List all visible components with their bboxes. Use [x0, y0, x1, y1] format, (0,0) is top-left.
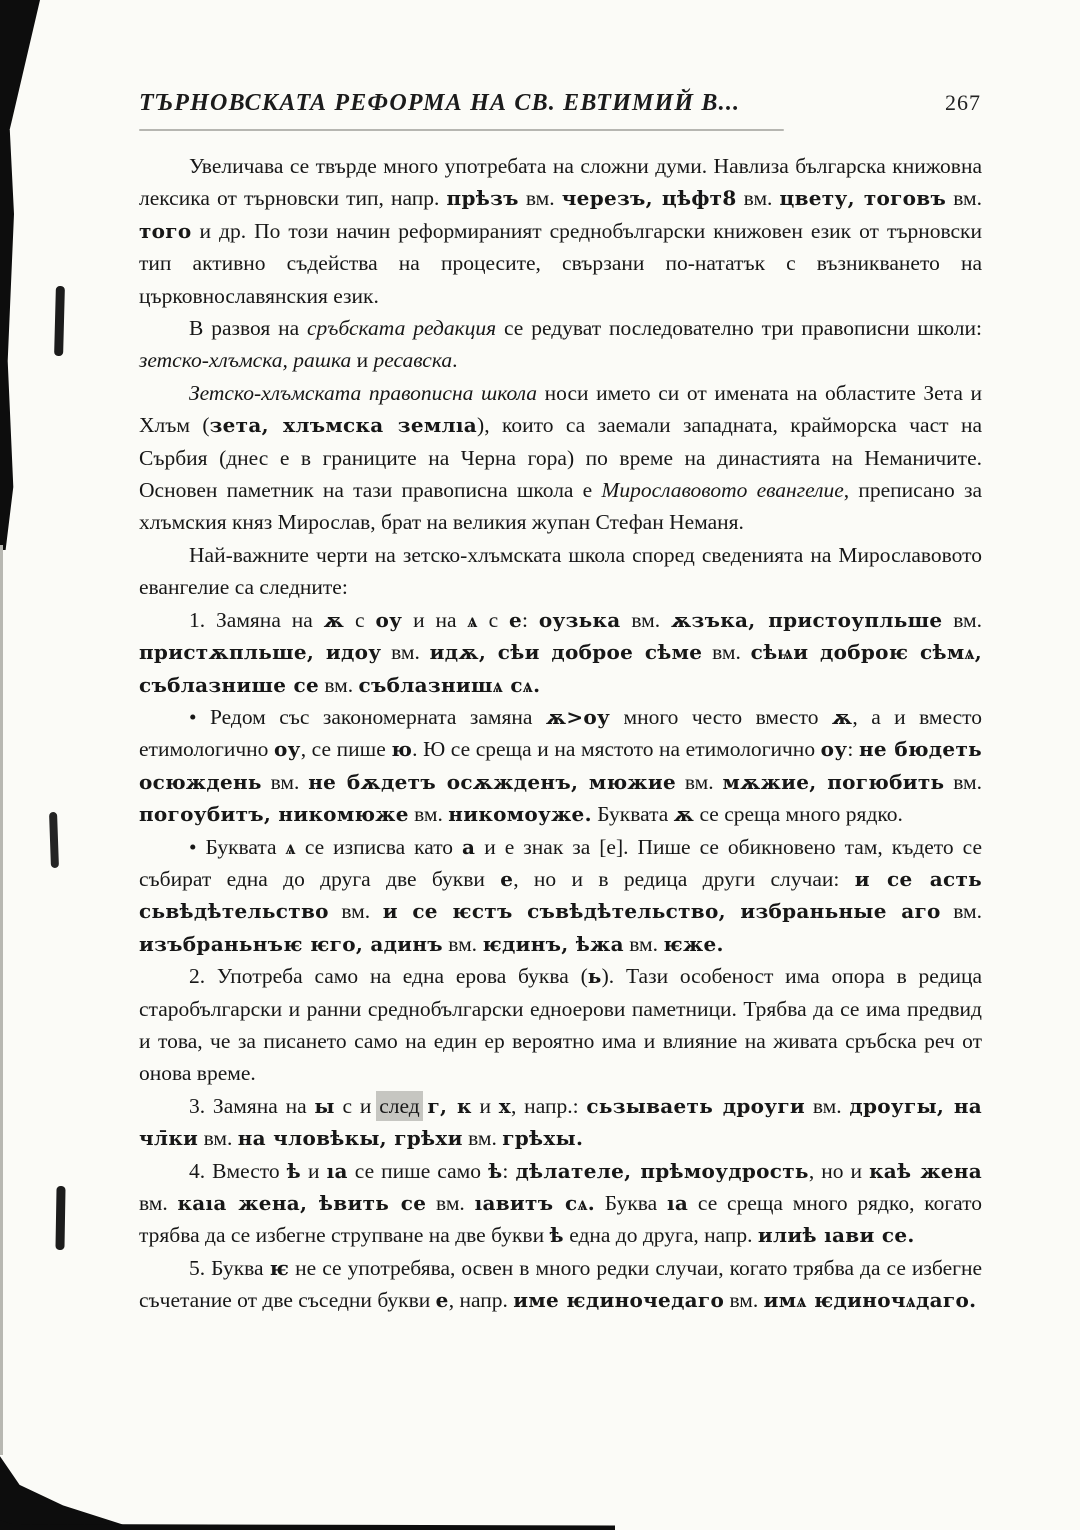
body-text-segment: вм. — [623, 931, 664, 956]
old-slavonic-text: а — [462, 834, 476, 859]
old-slavonic-text: никомоуже. — [448, 802, 592, 827]
old-slavonic-text: мѫжие, погюбить — [722, 769, 945, 794]
old-slavonic-text: имѧ ѥдиночѧдаго. — [763, 1288, 977, 1313]
body-text-segment: 3. Замяна на — [189, 1093, 315, 1118]
paragraph — [139, 1090, 982, 1155]
body-text-segment: В развоя на — [189, 316, 307, 341]
old-slavonic-text: сѣѩи доброѥ сѣмѧ, съблазнише се — [139, 640, 983, 697]
body-text-segment: и — [301, 1158, 327, 1183]
old-slavonic-text: цвету, тоговъ — [779, 186, 947, 211]
body-text-segment: вм. — [319, 672, 359, 697]
body-text-segment: , напр. — [448, 1288, 514, 1313]
old-slavonic-text: погоубитъ, никомюже — [139, 802, 409, 827]
old-slavonic-text: дроугы, на чл̄ки — [139, 1093, 983, 1151]
scan-artifact-mark — [49, 812, 59, 868]
italic-term: Мирославовото евангелие — [601, 478, 844, 503]
old-slavonic-text: черезъ, цѣфт8 — [561, 186, 737, 211]
body-text-segment: се изписва като — [295, 834, 463, 859]
paragraph — [139, 960, 982, 1090]
body-text-segment: , напр.: — [511, 1093, 587, 1118]
old-slavonic-text: е — [509, 607, 523, 632]
body-text-segment: 5. Буква — [189, 1255, 270, 1280]
old-slavonic-text: ы — [314, 1093, 335, 1118]
body-text-segment: вм. — [139, 1191, 178, 1215]
paragraph — [139, 150, 982, 312]
old-slavonic-text: зета, хлъмска землıа — [209, 413, 478, 438]
old-slavonic-text: оу — [273, 737, 301, 762]
body-text-segment: вм. — [408, 802, 449, 827]
paragraph — [139, 539, 982, 604]
body-text-segment: вм. — [676, 769, 723, 794]
body-text-segment: с — [477, 607, 510, 632]
body-text-segment: Увеличава се твърде много употребата на сложни думи. Навлиза българска книжовна лексика от търновски тип, напр. — [139, 154, 982, 211]
old-slavonic-text: грѣхы. — [502, 1126, 584, 1151]
paragraph — [139, 377, 982, 539]
running-title: ТЪРНОВСКАТА РЕФОРМА НА СВ. ЕВТИМИЙ В... — [139, 90, 741, 116]
old-slavonic-text: съблазнишѧ сѧ. — [358, 672, 541, 697]
paragraph — [139, 1252, 982, 1317]
old-slavonic-text: ѥдинъ, ѣжа — [482, 931, 624, 956]
body-text-segment: и др. По този начин реформираният среднобългарски книжовен език от търновски тип активно съдейства на процесите, свързани по-нататък с възникването на църковнославянския език. — [139, 218, 982, 308]
body-text-segment: вм. — [381, 640, 430, 665]
body-text-segment: и — [351, 348, 374, 373]
body-text-segment: и — [471, 1093, 499, 1118]
body-text-segment: Буквата — [591, 802, 674, 827]
paragraph — [139, 701, 982, 831]
old-slavonic-text: ѫ — [323, 607, 345, 632]
body-text-segment: вм. — [805, 1093, 850, 1118]
old-slavonic-text: прѣзъ — [446, 186, 519, 211]
body-text-segment: , но и — [808, 1158, 870, 1183]
body-text-segment: вм. — [702, 640, 751, 665]
body-text-segment: вм. — [944, 769, 982, 794]
old-slavonic-text: ѫ — [673, 802, 695, 827]
body-text-segment: се среща много рядко, когато трябва да се избегне струпване на две букви — [139, 1191, 982, 1248]
old-slavonic-text: того — [139, 218, 192, 243]
body-text-segment: вм. — [620, 607, 672, 632]
body-text-segment: се пише само — [347, 1158, 489, 1183]
body-text-segment: • Буквата — [189, 834, 286, 859]
running-head — [139, 90, 981, 117]
body-text-segment: 2. Употреба само на една ерова буква ( — [189, 964, 588, 989]
body-text-segment: и на — [402, 607, 468, 632]
body-text-segment: ). Тази особеност има опора в редица старобългарски и ранни среднобългарски едноерови паметници. Трябва да се има предвид и това, че за писането само на един ер вероятно има и влияние на живата сръбска реч от онова време. — [139, 964, 983, 1086]
body-text-segment: вм. — [261, 769, 309, 794]
body-text-segment: : — [522, 607, 539, 632]
body-text-segment: вм. — [442, 931, 483, 956]
old-slavonic-text: г, к — [427, 1093, 472, 1118]
old-slavonic-text: ѥже. — [663, 931, 724, 956]
body-text-segment: ), които са заемали западната, крайморска част на Сърбия (днес е в границите на Черна гора) по време на династията на Неманичите. Основен паметник на тази правописна школа е — [139, 413, 983, 503]
body-text-segment: , се пише — [300, 737, 392, 762]
old-slavonic-text: не бѫдетъ осѫжденъ, мюжие — [308, 769, 676, 794]
body-text-segment: , а и вместо етимологично — [139, 704, 982, 762]
scan-artifact-mark — [55, 1186, 65, 1250]
body-text-segment: с — [344, 607, 376, 632]
body-text-segment: . Ю се среща и на мястото на етимологично — [412, 737, 821, 762]
old-slavonic-text: ю — [391, 737, 413, 762]
body-text-segment: вм. — [736, 186, 780, 211]
scan-artifact-top-left-wedge — [0, 0, 40, 150]
old-slavonic-text: ѧ — [467, 607, 478, 632]
old-slavonic-text: ѫ>оу — [545, 704, 611, 729]
body-text-segment: вм. — [518, 186, 562, 211]
smudged-text: след — [379, 1093, 420, 1118]
body-text-segment: вм. — [942, 607, 983, 632]
italic-term: ресавска — [373, 348, 453, 373]
body-text-segment: • Редом със закономерната замяна — [189, 704, 546, 729]
body-text-segment: Буква — [595, 1191, 667, 1215]
body-text-segment: 4. Вместо — [189, 1158, 287, 1183]
body-text-segment: вм. — [198, 1126, 238, 1151]
old-slavonic-text: име ѥдиночедаго — [513, 1288, 725, 1313]
old-slavonic-text: илиѣ ıави се. — [757, 1223, 915, 1248]
body-text-segment: една до друга, напр. — [563, 1223, 758, 1248]
old-slavonic-text: ѧ — [285, 834, 296, 859]
old-slavonic-text: ѫзъка, пристоупльше — [671, 607, 943, 632]
body-text-segment: носи името си от имената на областите Зета и Хлъм ( — [139, 380, 982, 438]
old-slavonic-text: каѣ жена — [869, 1158, 983, 1183]
body-text-segment: , но и в редица други случаи: — [513, 866, 855, 891]
body-text-segment: с и — [334, 1093, 380, 1118]
old-slavonic-text: е — [500, 866, 514, 891]
body-text-segment: . — [452, 348, 458, 373]
scan-artifact-mark — [54, 286, 65, 356]
old-slavonic-text: х — [498, 1093, 512, 1118]
old-slavonic-text: и се асть сьвѣдѣтельство — [139, 866, 982, 924]
body-text-segment: и е знак за [е]. Пише се обикновено там, където се събират една до друга две букви — [139, 834, 982, 891]
old-slavonic-text: сьзываеть дроуги — [586, 1093, 806, 1118]
body-text-segment: вм. — [328, 899, 383, 924]
body-text-segment: се среща много рядко. — [694, 802, 903, 827]
body-text-segment: вм. — [426, 1191, 475, 1215]
old-slavonic-text: ıа — [326, 1158, 348, 1183]
italic-term: зетско-хлъмска, рашка — [139, 348, 352, 373]
paragraph — [139, 1155, 982, 1252]
body-text-segment: 1. Замяна на — [189, 607, 324, 632]
italic-term: Зетско-хлъмската правописна школа — [189, 380, 538, 405]
old-slavonic-text: дѣлателе, прѣмоудрость — [515, 1158, 809, 1183]
old-slavonic-text: изъбраньнъѥ ѥго, адинъ — [139, 931, 443, 956]
old-slavonic-text: оу — [820, 737, 848, 762]
old-slavonic-text: ѥ — [269, 1255, 290, 1280]
old-slavonic-text: ѫ — [831, 704, 853, 729]
body-text-segment: , преписано за хлъмския княз Мирослав, брат на великия жупан Стефан Неманя. — [139, 478, 982, 535]
scan-artifact-left-edge — [0, 130, 14, 550]
italic-term: сръбската редакция — [307, 316, 497, 341]
scan-artifact-left-hairline — [0, 545, 3, 1455]
old-slavonic-text: оузька — [538, 607, 621, 632]
body-text-segment: се редуват последователно три правописни школи: — [496, 316, 982, 341]
body-text-segment: : — [502, 1158, 516, 1183]
page-number: 267 — [945, 90, 981, 115]
old-slavonic-text: ѣ — [286, 1158, 301, 1183]
body-text-segment: вм. — [946, 186, 982, 211]
body-text-segment: вм. — [724, 1288, 764, 1313]
old-slavonic-text: на чловѣкы, грѣхи — [237, 1126, 463, 1151]
old-slavonic-text: ь — [587, 964, 602, 989]
running-head-rule — [139, 129, 784, 131]
body-text — [139, 150, 982, 1317]
body-text-segment: вм. — [940, 899, 982, 924]
old-slavonic-text: пристѫпльше, идоу — [139, 640, 382, 665]
body-text-segment: Най-важните черти на зетско-хлъмската школа според сведенията на Мирославовото евангелие са следните: — [139, 542, 982, 600]
body-text-segment: не се употребява, освен в много редки случаи, когато трябва да се избегне съчетание от две съседни букви — [139, 1255, 982, 1313]
body-text-segment: вм. — [462, 1126, 503, 1151]
old-slavonic-text: каıа жена, ѣвить се — [177, 1191, 427, 1215]
old-slavonic-text: и се ѥстъ съвѣдѣтельство, избраньные аго — [382, 899, 941, 924]
body-text-segment: много често вместо — [610, 704, 832, 729]
old-slavonic-text: ıавитъ сѧ. — [474, 1191, 596, 1215]
old-slavonic-text: ıа — [666, 1191, 689, 1215]
old-slavonic-text: е — [435, 1288, 449, 1313]
old-slavonic-text: ѣ — [549, 1223, 564, 1248]
old-slavonic-text: оу — [375, 607, 403, 632]
paragraph — [139, 312, 982, 377]
old-slavonic-text: ѣ — [488, 1158, 503, 1183]
paragraph — [139, 604, 982, 701]
paragraph — [139, 831, 982, 961]
scan-artifact-bottom-left — [0, 1448, 140, 1530]
old-slavonic-text: идѫ, сѣи доброе сѣме — [429, 640, 703, 665]
body-text-segment: : — [847, 737, 859, 762]
old-slavonic-text: не бюдеть осюждень — [139, 737, 982, 794]
